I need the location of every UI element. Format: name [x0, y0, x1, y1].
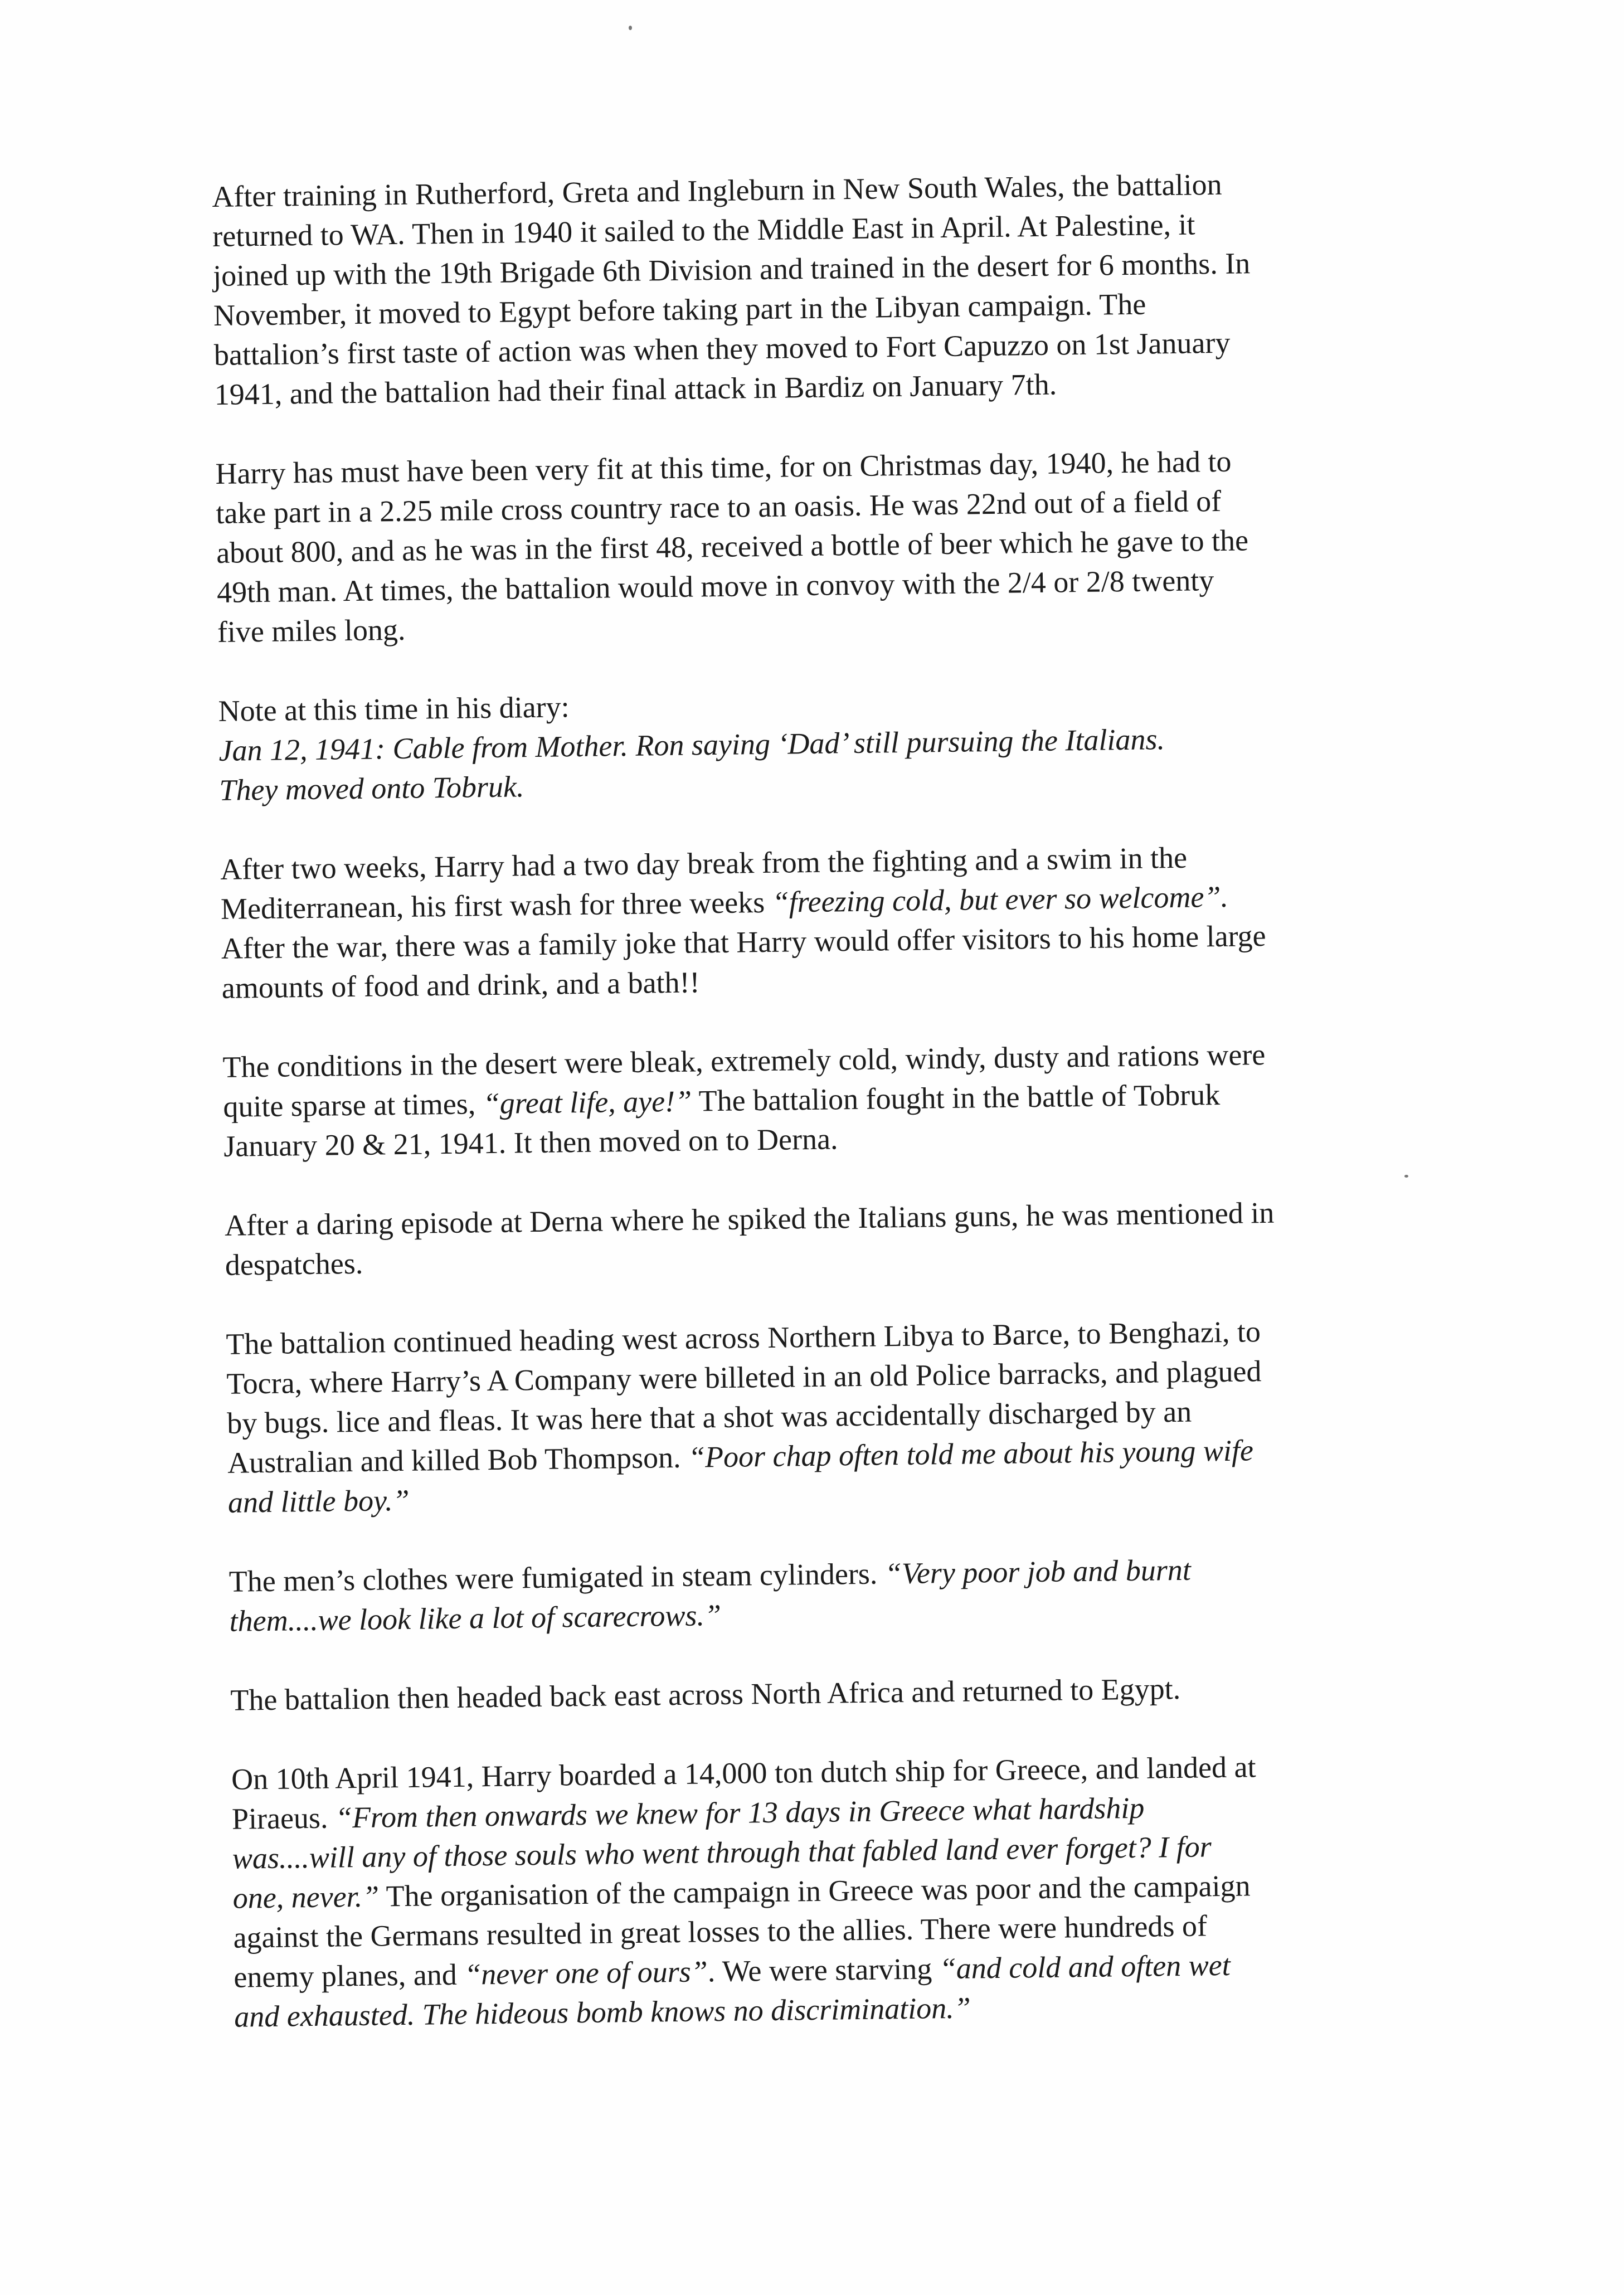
- body-text: Note at this time in his diary:: [218, 690, 570, 728]
- quoted-italic-text: and little boy.”: [227, 1483, 410, 1519]
- document-body: [212, 163, 1383, 2077]
- body-text: The conditions in the desert were bleak, extremely cold, windy, dusty and rations were: [222, 1038, 1266, 1084]
- body-text: about 800, and as he was in the first 48, received a bottle of beer which he gave to the: [216, 523, 1249, 570]
- body-text: November, it moved to Egypt before taking part in the Libyan campaign. The: [213, 287, 1146, 332]
- quoted-italic-text: “From then onwards we knew for 13 days in Greece what hardship: [335, 1791, 1145, 1835]
- body-text: returned to WA. Then in 1940 it sailed to the Middle East in April. At Palestine, it: [212, 207, 1195, 253]
- body-text: battalion’s first taste of action was when they moved to Fort Capuzzo on 1st January: [213, 325, 1231, 372]
- body-text: The battalion fought in the battle of Tobruk: [691, 1078, 1221, 1118]
- body-text: by bugs. lice and fleas. It was here that a shot was accidentally discharged by an: [226, 1394, 1192, 1440]
- quoted-italic-text: “Poor chap often told me about his young wife: [688, 1433, 1254, 1474]
- quoted-italic-text: “great life, aye!”: [483, 1084, 692, 1121]
- body-text: against the Germans resulted in great losses to the allies. There were hundreds of: [233, 1909, 1208, 1954]
- body-text: take part in a 2.25 mile cross country race to an oasis. He was 22nd out of a field of: [216, 484, 1222, 530]
- paragraph: [225, 1192, 1374, 1285]
- paragraph: [220, 836, 1370, 1008]
- quoted-italic-text: them....we look like a lot of scarecrows.”: [229, 1598, 722, 1638]
- quoted-italic-text: “freezing cold, but ever so welcome”.: [772, 879, 1229, 919]
- quoted-italic-text: “Very poor job and burnt: [884, 1553, 1192, 1591]
- quoted-italic-text: They moved onto Tobruk.: [219, 770, 524, 807]
- paragraph: [228, 1548, 1378, 1641]
- quoted-italic-text: and exhausted. The hideous bomb knows no discrimination.”: [234, 1991, 971, 2034]
- body-text: quite sparse at times,: [223, 1087, 484, 1124]
- body-text: The organisation of the campaign in Greece was poor and the campaign: [378, 1869, 1251, 1913]
- quoted-italic-text: Jan 12, 1941: Cable from Mother. Ron saying ‘Dad’ still pursuing the Italians.: [218, 722, 1165, 767]
- body-text: On 10th April 1941, Harry boarded a 14,000 ton dutch ship for Greece, and landed at: [231, 1750, 1256, 1796]
- body-text: After a daring episode at Derna where he spiked the Italians guns, he was mentioned in: [224, 1195, 1275, 1242]
- paragraph: [212, 163, 1363, 415]
- scan-speck: [1404, 1175, 1408, 1178]
- body-text: five miles long.: [217, 612, 406, 649]
- body-text: January 20 & 21, 1941. It then moved on to Derna.: [223, 1122, 838, 1163]
- body-text: Piraeus.: [231, 1801, 336, 1836]
- body-text: Tocra, where Harry’s A Company were billeted in an old Police barracks, and plagued: [226, 1354, 1262, 1401]
- body-text: The battalion then headed back east across North Africa and returned to Egypt.: [230, 1671, 1181, 1717]
- body-text: 49th man. At times, the battalion would move in convoy with the 2/4 or 2/8 twenty: [216, 563, 1214, 609]
- body-text: Harry has must have been very fit at this time, for on Christmas day, 1940, he had to: [215, 444, 1232, 490]
- body-text: amounts of food and drink, and a bath!!: [221, 965, 700, 1005]
- scan-speck: [629, 26, 632, 30]
- paragraph: [230, 1667, 1379, 1720]
- paragraph: [218, 678, 1367, 810]
- body-text: enemy planes, and: [234, 1957, 465, 1994]
- body-text: . We were starving: [707, 1952, 940, 1988]
- body-text: After two weeks, Harry had a two day break from the fighting and a swim in the: [220, 840, 1188, 886]
- body-text: After the war, there was a family joke that Harry would offer visitors to his home large: [221, 918, 1266, 965]
- paragraph: [222, 1034, 1372, 1166]
- quoted-italic-text: “never one of ours”: [464, 1954, 708, 1991]
- body-text: despatches.: [225, 1246, 363, 1282]
- body-text: 1941, and the battalion had their final attack in Bardiz on January 7th.: [214, 367, 1057, 411]
- body-text: Mediterranean, his first wash for three weeks: [220, 885, 772, 926]
- quoted-italic-text: one, never.”: [232, 1879, 380, 1915]
- body-text: joined up with the 19th Brigade 6th Division and trained in the desert for 6 months. In: [212, 246, 1251, 293]
- paragraph: [231, 1746, 1383, 2037]
- body-text: After training in Rutherford, Greta and Ingleburn in New South Wales, the battalion: [212, 167, 1222, 213]
- paragraph: [226, 1311, 1376, 1523]
- body-text: The men’s clothes were fumigated in steam cylinders.: [228, 1557, 886, 1598]
- body-text: Australian and killed Bob Thompson.: [227, 1440, 689, 1480]
- quoted-italic-text: was....will any of those souls who went through that fabled land ever forget? I for: [232, 1830, 1212, 1875]
- quoted-italic-text: “and cold and often wet: [939, 1948, 1231, 1986]
- text-line: [230, 1667, 1379, 1720]
- body-text: The battalion continued heading west across Northern Libya to Barce, to Benghazi, to: [226, 1315, 1261, 1361]
- paragraph: [215, 440, 1365, 652]
